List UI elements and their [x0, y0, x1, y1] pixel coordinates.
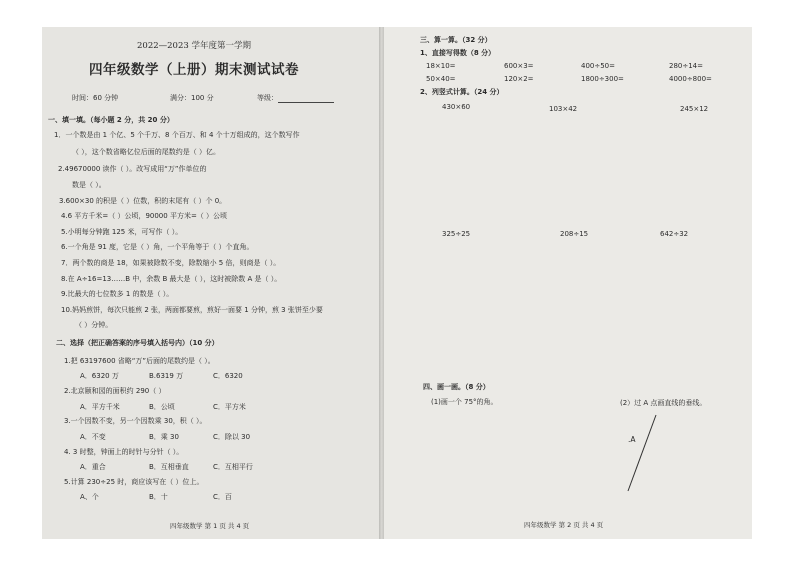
choice-option-a: A．6320 万 [80, 372, 119, 380]
point-a-label: .A [628, 435, 636, 444]
section2-heading: 二、选择（把正确答案的序号填入括号内）（10 分） [56, 339, 219, 347]
oral-calc-item: 1800÷300= [581, 75, 624, 83]
choice-question: 4. 3 时整，钟面上的时针与分针（ ）。 [64, 448, 184, 456]
section1-line: 1．一个数是由 1 个亿、5 个千万、8 个百万、和 4 个十万组成的，这个数写作 [54, 131, 300, 139]
vertical-calc-item: 208÷15 [560, 230, 589, 238]
choice-question: 1.把 63197600 省略“万”后面的尾数约是（ ）。 [64, 357, 215, 365]
oral-calc-item: 4000÷800= [669, 75, 712, 83]
section1-line: 数是（ ）。 [72, 181, 106, 189]
choice-option-c: C．平方米 [213, 403, 246, 411]
oral-calc-item: 400÷50= [581, 62, 615, 70]
section1-line: 9.比最大的七位数多 1 的数是（ ）。 [61, 290, 174, 298]
section1-line: 3.600×30 的积是（ ）位数，积的末尾有（ ）个 0。 [59, 197, 227, 205]
page-footer: 四年级数学 第 2 页 共 4 页 [524, 521, 604, 529]
choice-option-a: A．不变 [80, 433, 106, 441]
choice-option-b: B．公顷 [149, 403, 175, 411]
section1-line: 6.一个角是 91 度，它是（ ）角，一个平角等于（ ）个直角。 [61, 243, 254, 251]
choice-option-b: B．十 [149, 493, 168, 501]
oral-calc-heading: 1、直接写得数（8 分） [420, 49, 496, 57]
exam-title: 四年级数学（上册）期末测试试卷 [89, 62, 299, 78]
section1-heading: 一、填一填。（每小题 2 分，共 20 分） [48, 116, 174, 124]
section1-line: 10.妈妈煎饼，每次只能煎 2 张，两面都要煎，煎好一面要 1 分钟，煎 3 张饼至少要 [61, 306, 323, 314]
choice-option-c: C．互相平行 [213, 463, 253, 471]
choice-question: 3.一个因数不变，另一个因数乘 30，积（ ）。 [64, 417, 207, 425]
vertical-calc-item: 642÷32 [660, 230, 689, 238]
choice-option-c: C．除以 30 [213, 433, 251, 441]
choice-question: 5.计算 230÷25 时，商应该写在（ ）位上。 [64, 478, 204, 486]
section1-line: 2.49670000 读作（ ）。改写成用“万”作单位的 [58, 165, 207, 173]
section3-heading: 三、算一算。（32 分） [420, 36, 492, 44]
vertical-calc-item: 325÷25 [442, 230, 471, 238]
vertical-calc-item: 245×12 [680, 105, 709, 113]
choice-option-c: C．6320 [213, 372, 243, 380]
grade-label: 等级： [257, 94, 278, 102]
choice-option-a: A．平方千米 [80, 403, 120, 411]
vertical-calc-item: 103×42 [549, 105, 578, 113]
vertical-calc-item: 430×60 [442, 103, 471, 111]
section1-line: （ ）分钟。 [75, 321, 113, 329]
draw-question-2: (2）过 A 点画直线的垂线。 [620, 399, 707, 407]
page-footer: 四年级数学 第 1 页 共 4 页 [170, 522, 250, 530]
section1-line: 5.小明每分钟跑 125 米，可写作（ ）。 [61, 228, 183, 236]
choice-option-a: A．重合 [80, 463, 106, 471]
exam-score: 满分：100 分 [170, 94, 214, 102]
choice-question: 2.北京颐和园的面积约 290（ ） [64, 387, 166, 395]
exam-page-1 [42, 27, 379, 539]
oral-calc-item: 120×2= [504, 75, 534, 83]
section1-line: 7．两个数的商是 18，如果被除数不变，除数缩小 5 倍，则商是（ ）。 [61, 259, 281, 267]
draw-question-1: (1)画一个 75°的角。 [431, 398, 498, 406]
section1-line: 8.在 A÷16=13……B 中，余数 B 最大是（ ），这时被除数 A 是（ ）。 [61, 275, 282, 283]
oral-calc-item: 18×10= [426, 62, 456, 70]
exam-time: 时间：60 分钟 [72, 94, 119, 102]
given-line [628, 415, 656, 491]
perpendicular-drawing-area [384, 27, 752, 539]
choice-option-c: C．百 [213, 493, 232, 501]
oral-calc-item: 600×3= [504, 62, 534, 70]
choice-option-b: B.6319 万 [149, 372, 184, 380]
grade-blank [278, 94, 334, 103]
section4-heading: 四、画一画。（8 分） [423, 383, 490, 391]
vertical-calc-heading: 2、列竖式计算。（24 分） [420, 88, 504, 96]
section1-line: 4.6 平方千米=（ ）公顷，90000 平方米=（ ）公顷 [61, 212, 228, 220]
exam-grade [257, 94, 334, 103]
choice-option-a: A、个 [80, 493, 99, 501]
school-year: 2022—2023 学年度第一学期 [137, 41, 251, 51]
choice-option-b: B．乘 30 [149, 433, 179, 441]
exam-page-2 [384, 27, 752, 539]
choice-option-b: B．互相垂直 [149, 463, 189, 471]
section1-line: （ ），这个数省略亿位后面的尾数约是（ ）亿。 [72, 148, 220, 156]
oral-calc-item: 280÷14= [669, 62, 703, 70]
oral-calc-item: 50×40= [426, 75, 456, 83]
